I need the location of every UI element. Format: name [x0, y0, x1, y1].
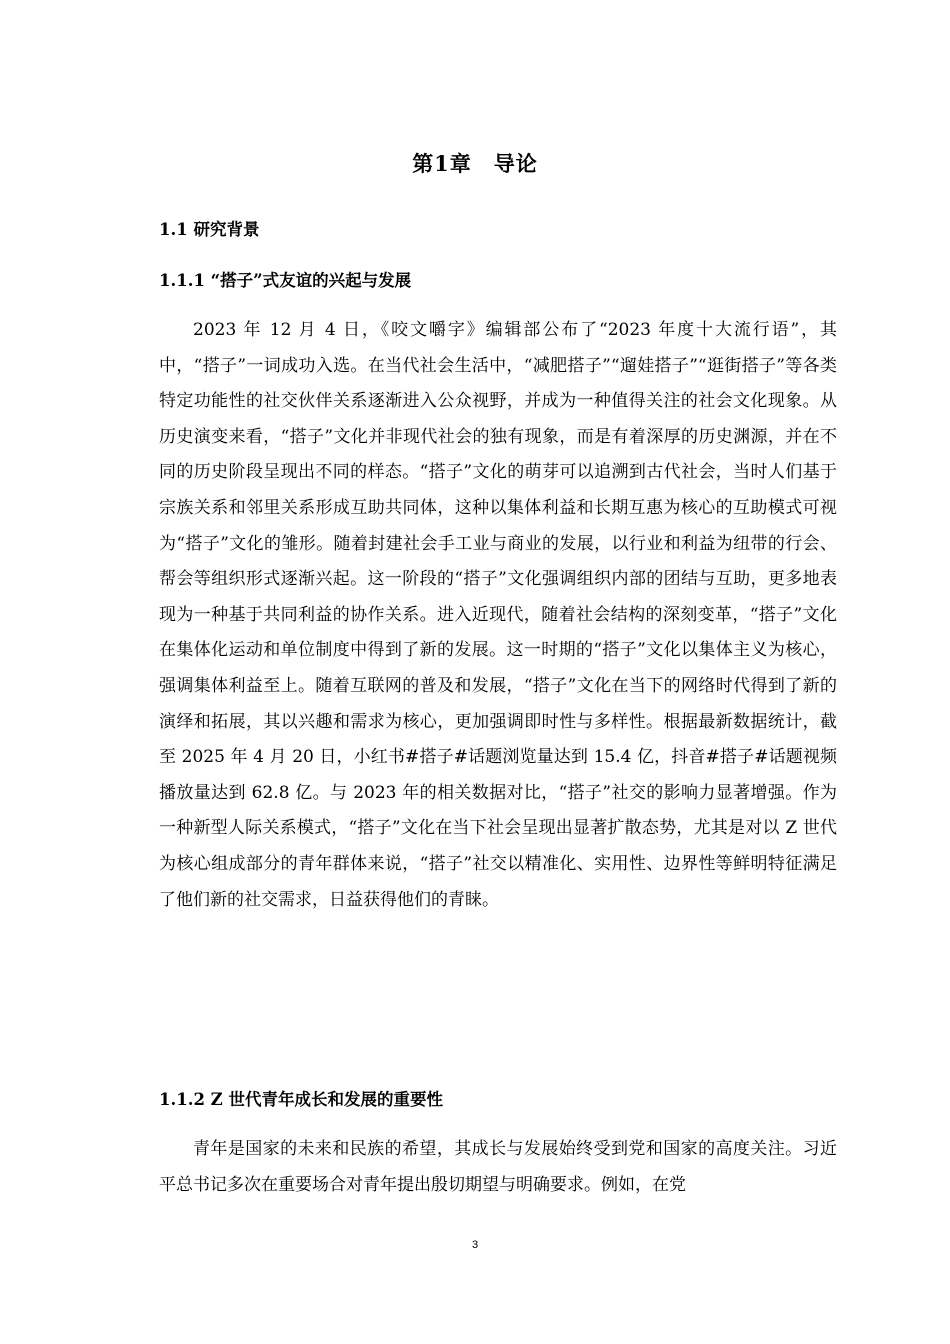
chapter-title: 第1章 导论	[412, 151, 538, 176]
section-heading-1-1-2: 1.1.2 Z 世代青年成长和发展的重要性	[159, 1090, 443, 1109]
paragraph-youth-importance: 青年是国家的未来和民族的希望，其成长与发展始终受到党和国家的高度关注。习近平总书记多次在重要场合对青年提出殷切期望与明确要求。例如，在党	[159, 1139, 837, 1195]
paragraph-dazi-friendship: 2023 年 12 月 4 日，《咬文嚼字》编辑部公布了“2023 年度十大流行语”，其中，“搭子”一词成功入选。在当代社会生活中，“减肥搭子”“遛娃搭子”“逛街搭子”等各类特定功能性的社交伙伴关系逐渐进入公众视野，并成为一种值得关注的社会文化现象。从历史演变来看，“搭子”文化并非现代社会的独有现象，而是有着深厚的历史渊源，并在不同的历史阶段呈现出不同的样态。“搭子”文化的萌芽可以追溯到古代社会，当时人们基于宗族关系和邻里关系形成互助共同体，这种以集体利益和长期互惠为核心的互助模式可视为“搭子”文化的雏形。随着封建社会手工业与商业的发展，以行业和利益为纽带的行会、帮会等组织形式逐渐兴起。这一阶段的“搭子”文化强调组织内部的团结与互助，更多地表现为一种基于共同利益的协作关系。进入近现代，随着社会结构的深刻变革，“搭子”文化在集体化运动和单位制度中得到了新的发展。这一时期的“搭子”文化以集体主义为核心，强调集体利益至上。随着互联网的普及和发展，“搭子”文化在当下的网络时代得到了新的演绎和拓展，其以兴趣和需求为核心，更加强调即时性与多样性。根据最新数据统计，截至 2025 年 4 月 20 日，小红书#搭子#话题浏览量达到 15.4 亿，抖音#搭子#话题视频播放量达到 62.8 亿。与 2023 年的相关数据对比，“搭子”社交的影响力显著增强。作为一种新型人际关系模式，“搭子”文化在当下社会呈现出显著扩散态势，尤其是对以 Z 世代为核心组成部分的青年群体来说，“搭子”社交以精准化、实用性、边界性等鲜明特征满足了他们新的社交需求，日益获得他们的青睐。	[159, 320, 837, 910]
page-number: 3	[471, 1239, 479, 1251]
section-heading-1-1: 1.1 研究背景	[159, 220, 260, 239]
section-heading-1-1-1: 1.1.1 “搭子”式友谊的兴起与发展	[159, 271, 412, 290]
